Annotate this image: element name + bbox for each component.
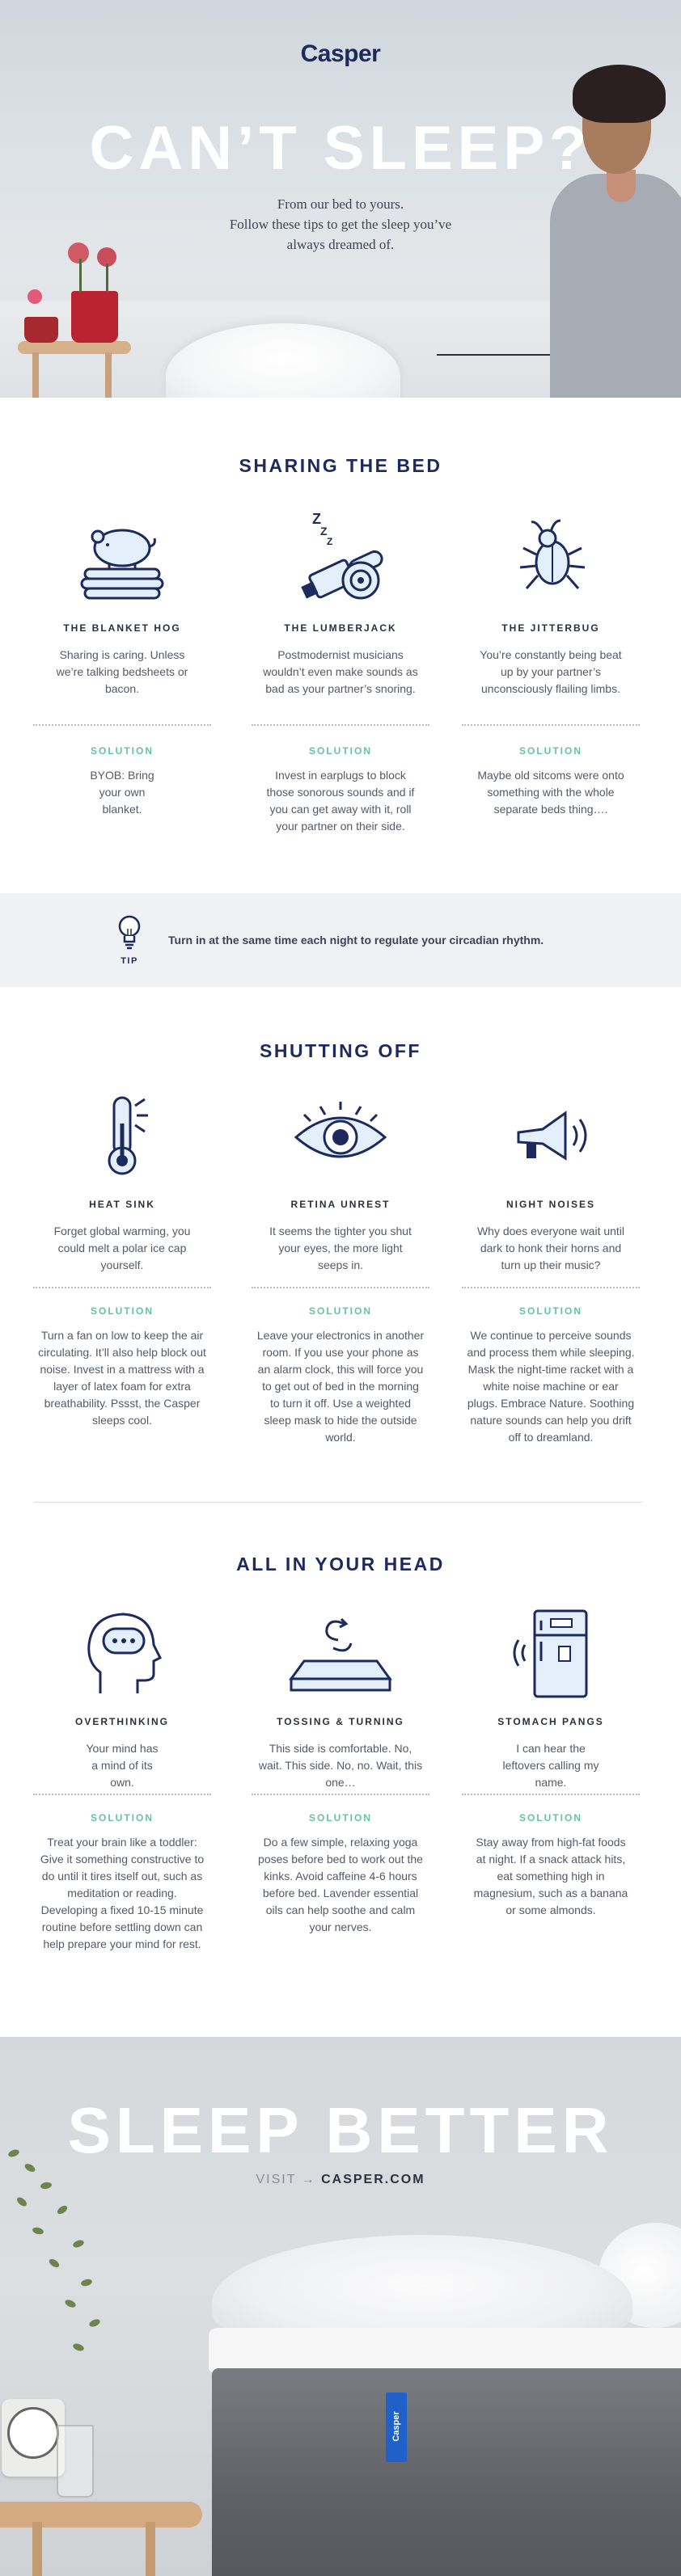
solution-label: SOLUTION xyxy=(91,1812,154,1823)
problem-description: This side is comfortable. No, wait. This side. No, no. Wait, this one… xyxy=(258,1742,423,1789)
problem-title: RETINA UNREST xyxy=(290,1199,391,1210)
solution-label: SOLUTION xyxy=(519,1812,582,1823)
problem-description: It seems the tighter you shut your eyes, the more light seeps in. xyxy=(269,1225,412,1271)
side-table-illustration xyxy=(0,2502,202,2528)
svg-text:Z: Z xyxy=(320,525,328,538)
solution-text: Maybe old sitcoms were onto something with the whole separate beds thing…. xyxy=(477,769,624,816)
mattress-turn-icon xyxy=(252,1604,429,1701)
solution-block xyxy=(462,745,640,818)
solution-label: SOLUTION xyxy=(309,1305,372,1317)
glass-illustration xyxy=(57,2425,94,2498)
fridge-icon xyxy=(462,1604,640,1701)
solution-block xyxy=(252,1812,429,1936)
tip-column-stomach-pangs xyxy=(462,1604,640,1791)
problem-description: Why does everyone wait until dark to honk their horns and turn up their music? xyxy=(476,1225,625,1271)
tip-text: Turn in at the same time each night to regulate your circadian rhythm. xyxy=(168,934,544,947)
dotted-divider xyxy=(462,724,640,726)
footer-title: SLEEP BETTER xyxy=(67,2094,614,2166)
tip-column-retina-unrest xyxy=(252,1087,429,1274)
solution-text: Invest in earplugs to block those sonorous sounds and if you can get away with it, roll your partner on their side. xyxy=(266,769,415,833)
problem-title: NIGHT NOISES xyxy=(505,1199,595,1210)
plant-pot-illustration xyxy=(71,291,118,343)
solution-label: SOLUTION xyxy=(309,745,372,757)
solution-text: Turn a fan on low to keep the air circulating. It’ll also help block out noise. Invest in a mattress with a layer of latex foam for extra breathability. Pssst, the Casper sleeps cool. xyxy=(38,1329,206,1427)
problem-title: OVERTHINKING xyxy=(74,1716,169,1727)
visit-link[interactable] xyxy=(0,2173,681,2187)
casper-logo[interactable]: Casper xyxy=(300,40,381,67)
solution-text: We continue to perceive sounds and process them while sleeping. Mask the night-time racket with a white noise machine or ear plugs. Embrace Nature. Soothing nature sounds can help you drift off to dreamland. xyxy=(467,1329,635,1444)
problem-title: STOMACH PANGS xyxy=(497,1716,604,1727)
solution-text: Leave your electronics in another room. If you use your phone as an alarm clock, this will force you to get out of bed in the morning to turn it off. Use a weighted sleep mask to hide the outside world. xyxy=(256,1329,425,1444)
problem-description: I can hear the leftovers calling my name. xyxy=(502,1742,599,1789)
lightbulb-icon xyxy=(116,914,143,950)
eye-icon xyxy=(252,1087,429,1184)
solution-block xyxy=(33,745,211,818)
dotted-divider xyxy=(462,1287,640,1288)
chainsaw-snore-icon xyxy=(252,509,429,606)
section-title-all-in-your-head: ALL IN YOUR HEAD xyxy=(236,1554,445,1575)
tip-column-tossing-turning xyxy=(252,1604,429,1791)
problem-title: THE BLANKET HOG xyxy=(63,622,181,634)
solution-label: SOLUTION xyxy=(519,1305,582,1317)
clock-illustration xyxy=(2,2399,65,2477)
hero-banner xyxy=(0,0,681,398)
tip-column-lumberjack xyxy=(252,509,429,698)
hero-title: CAN’T SLEEP? xyxy=(89,114,592,183)
tip-column-night-noises xyxy=(462,1087,640,1274)
footer-banner xyxy=(0,2037,681,2576)
solution-text: Do a few simple, relaxing yoga poses before bed to work out the kinks. Avoid caffeine 4-6 hours before bed. Lavender essential oils can help soothe and calm your nerves. xyxy=(258,1836,423,1933)
casper-tag: Casper xyxy=(386,2393,407,2462)
problem-description: You’re constantly being beat up by your partner’s unconsciously flailing limbs. xyxy=(480,648,622,695)
solution-text: Treat your brain like a toddler: Give it something constructive to do until it tires itself out, such as meditation or reading. Developing a fixed 10-15 minute routine before settling down can help prepare your mind for rest. xyxy=(40,1836,205,1950)
solution-block xyxy=(252,1305,429,1446)
problem-description: Your mind has a mind of its own. xyxy=(86,1742,159,1789)
dotted-divider xyxy=(33,1287,211,1288)
piggy-bank-on-blanket-icon xyxy=(33,509,211,606)
head-thought-icon xyxy=(33,1604,211,1701)
visit-label: VISIT → xyxy=(256,2173,316,2186)
tip-column-heat-sink xyxy=(33,1087,211,1274)
hero-rule xyxy=(437,354,550,356)
problem-title: HEAT SINK xyxy=(89,1199,155,1210)
problem-description: Sharing is caring. Unless we’re talking bedsheets or bacon. xyxy=(56,648,188,695)
solution-label: SOLUTION xyxy=(309,1812,372,1823)
dotted-divider xyxy=(33,1794,211,1795)
mattress-illustration xyxy=(212,2368,681,2576)
mattress-top xyxy=(209,2328,681,2372)
problem-description: Forget global warming, you could melt a polar ice cap yourself. xyxy=(53,1225,191,1271)
dotted-divider xyxy=(252,1794,429,1795)
section-title-sharing-the-bed: SHARING THE BED xyxy=(239,455,442,476)
svg-text:Z: Z xyxy=(327,536,333,547)
solution-block xyxy=(33,1305,211,1429)
solution-block xyxy=(462,1305,640,1446)
solution-label: SOLUTION xyxy=(91,1305,154,1317)
svg-text:Z: Z xyxy=(312,511,321,527)
megaphone-icon xyxy=(462,1087,640,1184)
problem-description: Postmodernist musicians wouldn’t even make sounds as bad as your partner’s snoring. xyxy=(263,648,418,695)
solution-label: SOLUTION xyxy=(519,745,582,757)
solution-text: BYOB: Bring your own blanket. xyxy=(90,769,154,816)
tip-column-overthinking xyxy=(33,1604,211,1791)
tip-banner xyxy=(0,893,681,987)
dotted-divider xyxy=(252,724,429,726)
solution-label: SOLUTION xyxy=(91,745,154,757)
tip-column-blanket-hog xyxy=(33,509,211,698)
dotted-divider xyxy=(252,1287,429,1288)
solution-block xyxy=(33,1812,211,1953)
problem-title: THE JITTERBUG xyxy=(501,622,600,634)
beetle-icon xyxy=(462,509,640,606)
dotted-divider xyxy=(462,1794,640,1795)
problem-title: THE LUMBERJACK xyxy=(284,622,397,634)
thermometer-icon xyxy=(33,1087,211,1184)
solution-block xyxy=(252,745,429,835)
tip-label: TIP xyxy=(121,956,138,966)
section-title-shutting-off: SHUTTING OFF xyxy=(260,1040,421,1061)
solution-block xyxy=(462,1812,640,1919)
tip-column-jitterbug xyxy=(462,509,640,698)
section-divider xyxy=(34,1502,642,1503)
dotted-divider xyxy=(33,724,211,726)
solution-text: Stay away from high-fat foods at night. If a snack attack hits, eat something high in magnesium, such as a banana or some almonds. xyxy=(473,1836,628,1916)
problem-title: TOSSING & TURNING xyxy=(277,1716,404,1727)
casper-url[interactable]: CASPER.COM xyxy=(321,2173,425,2186)
hero-subtitle: From our bed to yours. Follow these tips to get the sleep you’ve always dreamed of. xyxy=(229,196,452,252)
